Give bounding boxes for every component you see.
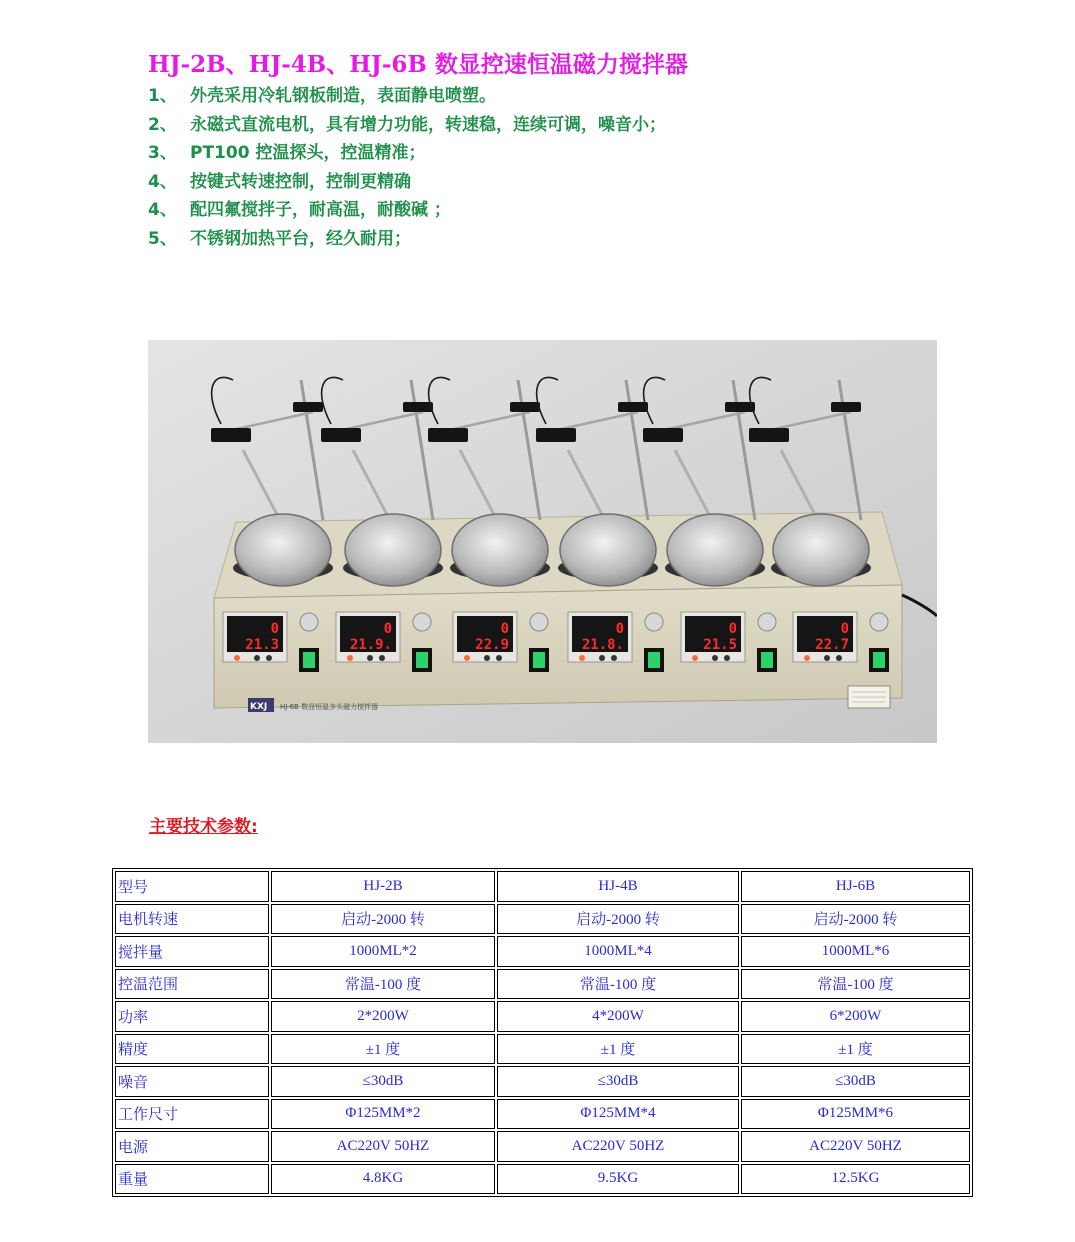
brand-logo-text: KXJ (250, 702, 268, 712)
heating-plate (560, 514, 656, 586)
stirrer-illustration (148, 340, 937, 743)
probe-clamp (643, 428, 683, 442)
table-cell: ≤30dB (741, 1066, 970, 1097)
feature-item (148, 139, 666, 168)
panel-key (379, 655, 385, 661)
panel-key (367, 655, 373, 661)
panel-key (484, 655, 490, 661)
feature-number: 4、 (148, 171, 177, 192)
display-temperature: 22.7 (815, 637, 849, 653)
table-row (115, 1034, 970, 1065)
probe-clamp (321, 428, 361, 442)
rod-clamp (403, 402, 433, 412)
table-row (115, 969, 970, 1000)
table-row (115, 1099, 970, 1130)
panel-key (254, 655, 260, 661)
feature-text: PT100 控温探头，控温精准； (190, 143, 426, 163)
row-label: 功率 (115, 1001, 269, 1032)
table-cell: 2*200W (271, 1001, 495, 1032)
display-temperature: 22.9 (475, 637, 509, 653)
table-cell: 1000ML*2 (271, 936, 495, 967)
display-temperature: 21.5 (703, 637, 737, 653)
table-cell: Φ125MM*4 (497, 1099, 739, 1130)
table-cell: 启动-2000 转 (741, 904, 970, 935)
panel-key (611, 655, 617, 661)
table-cell: 12.5KG (741, 1164, 970, 1195)
feature-text: 不锈钢加热平台，经久耐用； (190, 228, 411, 249)
indicator-led (464, 655, 470, 661)
table-cell: AC220V 50HZ (271, 1131, 495, 1162)
feature-number: 5、 (148, 228, 177, 249)
table-cell: Φ125MM*6 (741, 1099, 970, 1130)
product-photo (148, 340, 937, 743)
probe-clamp (749, 428, 789, 442)
rod-clamp (293, 402, 323, 412)
table-cell: 启动-2000 转 (497, 904, 739, 935)
table-cell: ±1 度 (271, 1034, 495, 1065)
feature-item (148, 82, 666, 111)
panel-key (824, 655, 830, 661)
table-cell: 4*200W (497, 1001, 739, 1032)
display-setpoint: 0 (615, 621, 624, 637)
row-label: 重量 (115, 1164, 269, 1195)
table-cell: 6*200W (741, 1001, 970, 1032)
display-setpoint: 0 (270, 621, 279, 637)
table-cell: 常温-100 度 (741, 969, 970, 1000)
feature-number: 4、 (148, 200, 177, 220)
feature-number: 3、 (148, 143, 177, 163)
row-label: 噪音 (115, 1066, 269, 1097)
display-temperature: 21.8. (581, 637, 624, 653)
feature-number: 2、 (148, 114, 177, 135)
row-label: 电源 (115, 1131, 269, 1162)
power-switch-light (873, 652, 885, 668)
speed-knob (870, 613, 888, 631)
table-cell: 常温-100 度 (271, 969, 495, 1000)
table-cell: ≤30dB (497, 1066, 739, 1097)
feature-text: 永磁式直流电机，具有增力功能，转速稳，连续可调，噪音小； (190, 114, 666, 135)
heating-plate (773, 514, 869, 586)
row-label: 控温范围 (115, 969, 269, 1000)
table-cell: 4.8KG (271, 1164, 495, 1195)
feature-text: 配四氟搅拌子，耐高温，耐酸碱 ； (190, 200, 451, 220)
table-cell: HJ-6B (741, 871, 970, 902)
table-cell: HJ-2B (271, 871, 495, 902)
feature-number: 1、 (148, 86, 177, 106)
panel-key (266, 655, 272, 661)
speed-knob (758, 613, 776, 631)
indicator-led (347, 655, 353, 661)
probe-clamp (211, 428, 251, 442)
display-temperature: 21.9. (349, 637, 392, 653)
panel-key (836, 655, 842, 661)
spec-table (112, 868, 973, 1197)
feature-text: 按键式转速控制，控制更精确 (190, 171, 411, 192)
indicator-led (234, 655, 240, 661)
speed-knob (300, 613, 318, 631)
table-cell: 常温-100 度 (497, 969, 739, 1000)
speed-knob (413, 613, 431, 631)
heating-plate (667, 514, 763, 586)
display-setpoint: 0 (383, 621, 392, 637)
page-title: HJ-2B、HJ-4B、HJ-6B 数显控速恒温磁力搅拌器 (148, 51, 688, 78)
power-switch-light (416, 652, 428, 668)
table-cell: ±1 度 (741, 1034, 970, 1065)
power-switch-light (303, 652, 315, 668)
table-cell: ≤30dB (271, 1066, 495, 1097)
feature-list (148, 82, 666, 253)
display-temperature: 21.3 (245, 637, 279, 653)
power-switch-light (648, 652, 660, 668)
table-cell: 启动-2000 转 (271, 904, 495, 935)
table-row (115, 1164, 970, 1195)
table-cell: Φ125MM*2 (271, 1099, 495, 1130)
display-setpoint: 0 (840, 621, 849, 637)
parameters-heading: 主要技术参数: (149, 817, 258, 837)
row-label: 电机转速 (115, 904, 269, 935)
table-row (115, 1001, 970, 1032)
display-setpoint: 0 (500, 621, 509, 637)
feature-item (148, 225, 666, 254)
panel-key (724, 655, 730, 661)
display-setpoint: 0 (728, 621, 737, 637)
table-cell: ±1 度 (497, 1034, 739, 1065)
feature-item (148, 111, 666, 140)
panel-key (712, 655, 718, 661)
indicator-led (579, 655, 585, 661)
table-cell: AC220V 50HZ (741, 1131, 970, 1162)
probe-clamp (536, 428, 576, 442)
table-cell: AC220V 50HZ (497, 1131, 739, 1162)
rod-clamp (618, 402, 648, 412)
row-label: 搅拌量 (115, 936, 269, 967)
panel-key (599, 655, 605, 661)
table-cell: 9.5KG (497, 1164, 739, 1195)
table-row (115, 871, 970, 902)
feature-item (148, 196, 666, 225)
table-row (115, 904, 970, 935)
feature-item (148, 168, 666, 197)
device-model-label: HJ-6B 数显恒温多头磁力搅拌器 (280, 703, 379, 711)
row-label: 精度 (115, 1034, 269, 1065)
table-row (115, 936, 970, 967)
speed-knob (530, 613, 548, 631)
rod-clamp (510, 402, 540, 412)
row-label: 型号 (115, 871, 269, 902)
heating-plate (345, 514, 441, 586)
heating-plate (235, 514, 331, 586)
panel-key (496, 655, 502, 661)
table-cell: HJ-4B (497, 871, 739, 902)
table-cell: 1000ML*4 (497, 936, 739, 967)
row-label: 工作尺寸 (115, 1099, 269, 1130)
rod-clamp (831, 402, 861, 412)
table-row (115, 1066, 970, 1097)
speed-knob (645, 613, 663, 631)
table-row (115, 1131, 970, 1162)
power-switch-light (533, 652, 545, 668)
indicator-led (804, 655, 810, 661)
heating-plate (452, 514, 548, 586)
probe-clamp (428, 428, 468, 442)
table-cell: 1000ML*6 (741, 936, 970, 967)
indicator-led (692, 655, 698, 661)
power-switch-light (761, 652, 773, 668)
feature-text: 外壳采用冷轧钢板制造，表面静电喷塑。 (190, 86, 496, 106)
